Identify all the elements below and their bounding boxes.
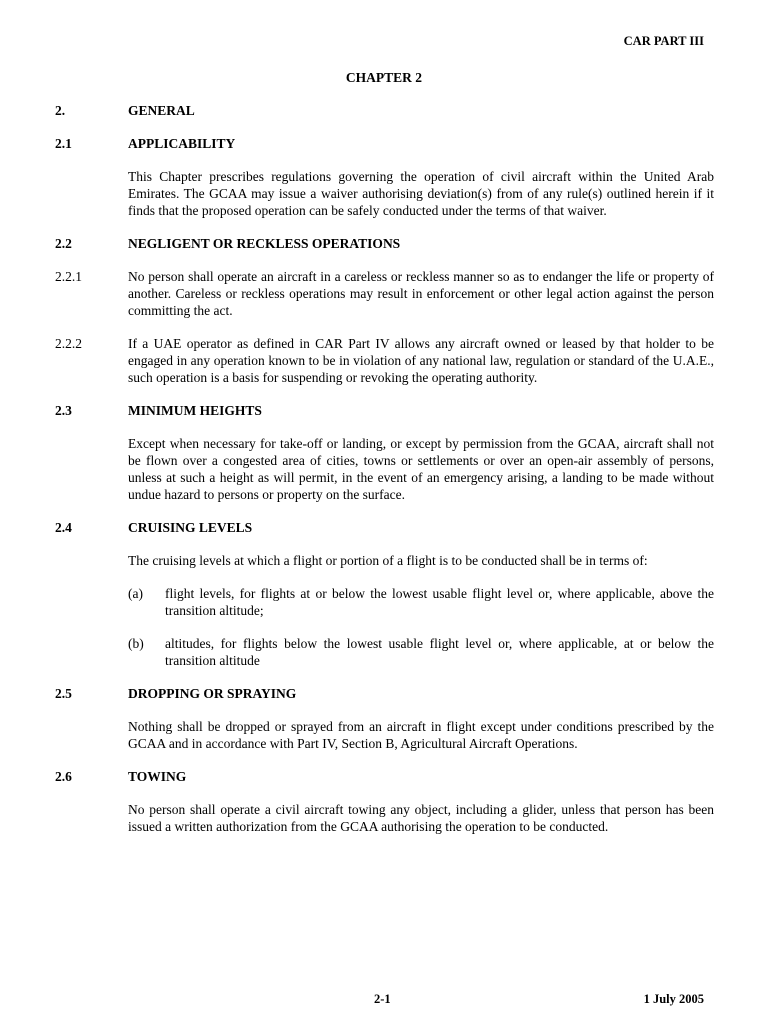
section-title: APPLICABILITY bbox=[128, 136, 236, 151]
section-title: MINIMUM HEIGHTS bbox=[128, 403, 262, 418]
section-title: GENERAL bbox=[128, 103, 195, 118]
section-number: 2.1 bbox=[55, 136, 72, 151]
list-text: altitudes, for flights below the lowest usable flight level or, where applicable, at or below the transition altitude bbox=[165, 636, 714, 668]
section-number: 2.4 bbox=[55, 520, 72, 535]
subsection-number: 2.2.2 bbox=[55, 336, 82, 351]
towing-paragraph: No person shall operate a civil aircraft towing any object, including a glider, unless that person has been issued a written authorization from the GCAA authorising the operation to be conducted. bbox=[128, 802, 714, 834]
subsection-text: If a UAE operator as defined in CAR Part IV allows any aircraft owned or leased by that holder to be engaged in any operation known to be in violation of any national law, regulation or standard of the U.A.E., such operation is a basis for suspending or revoking the operating authority. bbox=[128, 336, 714, 385]
section-heading-cruising-levels bbox=[55, 519, 714, 536]
part-label: CAR PART III bbox=[623, 34, 704, 48]
list-item bbox=[128, 585, 714, 619]
list-marker: (b) bbox=[128, 636, 144, 651]
list-item bbox=[128, 635, 714, 669]
section-title: TOWING bbox=[128, 769, 187, 784]
list-text: flight levels, for flights at or below the lowest usable flight level or, where applicable, above the transition altitude; bbox=[165, 586, 714, 618]
subsection-text: No person shall operate an aircraft in a careless or reckless manner so as to endanger the life or property of another. Careless or reckless operations may result in enforcement or other legal action against the person committing the act. bbox=[128, 269, 714, 318]
page-header bbox=[624, 33, 704, 49]
section-title: DROPPING OR SPRAYING bbox=[128, 686, 297, 701]
document-body bbox=[55, 102, 714, 851]
list-marker: (a) bbox=[128, 586, 143, 601]
section-number: 2.2 bbox=[55, 236, 72, 251]
footer-date: 1 July 2005 bbox=[643, 992, 704, 1006]
section-number: 2.5 bbox=[55, 686, 72, 701]
section-title: NEGLIGENT OR RECKLESS OPERATIONS bbox=[128, 236, 401, 251]
dropping-spraying-paragraph: Nothing shall be dropped or sprayed from an aircraft in flight except under conditions prescribed by the GCAA and in accordance with Part IV, Section B, Agricultural Aircraft Operations. bbox=[128, 719, 714, 751]
section-number: 2.3 bbox=[55, 403, 72, 418]
section-number: 2. bbox=[55, 103, 66, 118]
section-heading-dropping-spraying bbox=[55, 685, 714, 702]
minimum-heights-paragraph: Except when necessary for take-off or landing, or except by permission from the GCAA, aircraft shall not be flown over a congested area of cities, towns or settlements or over an open-air assembly of persons, unless at such a height as will permit, in the event of an emergency arising, a landing to be made without undue hazard to persons or property on the surface. bbox=[128, 436, 714, 502]
subsection-2-2-2 bbox=[55, 335, 714, 386]
applicability-paragraph: This Chapter prescribes regulations governing the operation of civil aircraft within the United Arab Emirates. The GCAA may issue a waiver authorising deviation(s) from of any rule(s) outlined herein if it finds that the proposed operation can be safely conducted under the terms of that waiver. bbox=[128, 169, 714, 218]
page-number: 2-1 bbox=[374, 992, 391, 1006]
section-heading-towing bbox=[55, 768, 714, 785]
chapter-title: CHAPTER 2 bbox=[345, 70, 423, 85]
subsection-2-2-1 bbox=[55, 268, 714, 319]
section-heading-general bbox=[55, 102, 714, 119]
cruising-levels-paragraph: The cruising levels at which a flight or portion of a flight is to be conducted shall be in terms of: bbox=[128, 553, 648, 568]
section-number: 2.6 bbox=[55, 769, 72, 784]
section-heading-negligent-operations bbox=[55, 235, 714, 252]
section-title: CRUISING LEVELS bbox=[128, 520, 253, 535]
subsection-number: 2.2.1 bbox=[55, 269, 82, 284]
section-heading-minimum-heights bbox=[55, 402, 714, 419]
section-heading-applicability bbox=[55, 135, 714, 152]
